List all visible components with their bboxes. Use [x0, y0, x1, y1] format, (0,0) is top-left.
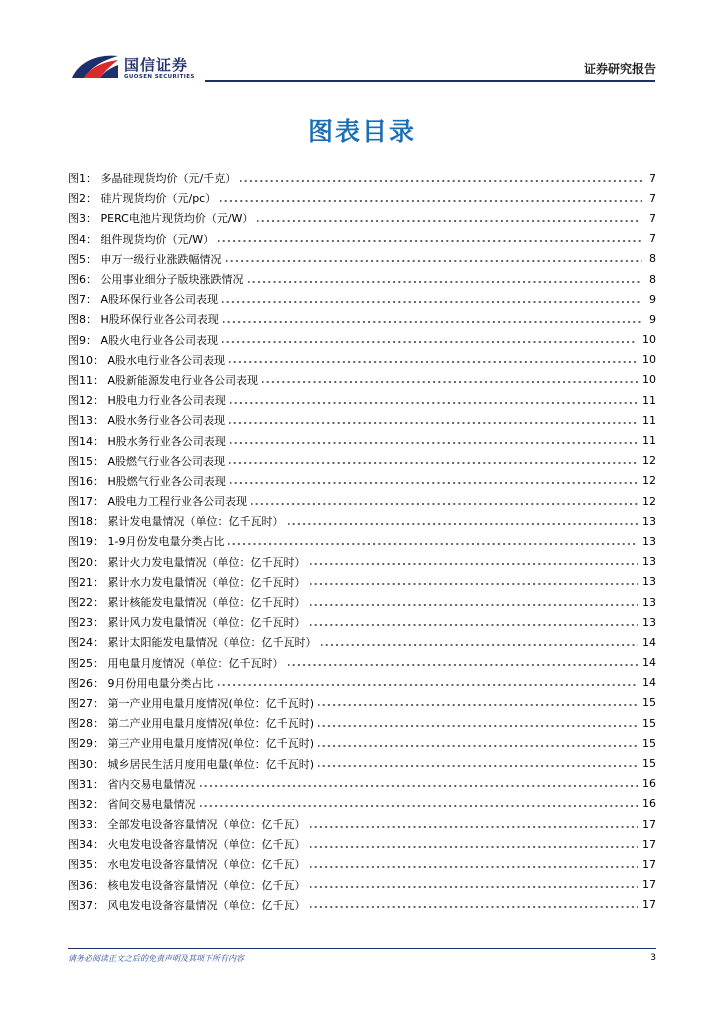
toc-dot-leader	[228, 536, 638, 547]
toc-entry-page: 17	[642, 817, 656, 831]
toc-entry-page: 14	[642, 635, 656, 649]
toc-entry-page: 9	[649, 312, 656, 326]
toc-entry-label: 图31： 省内交易电量情况	[68, 777, 196, 791]
toc-dot-leader	[321, 637, 639, 648]
toc-entry[interactable]	[68, 410, 656, 430]
toc-entry-page: 13	[642, 514, 656, 528]
toc-entry-page: 11	[642, 393, 656, 407]
toc-entry-label: 图20： 累计火力发电量情况（单位：亿千瓦时）	[68, 555, 306, 569]
toc-entry[interactable]	[68, 612, 656, 632]
toc-entry[interactable]	[68, 451, 656, 471]
toc-entry[interactable]	[68, 370, 656, 390]
toc-entry-page: 10	[642, 333, 656, 347]
toc-entry[interactable]	[68, 693, 656, 713]
toc-entry-page: 13	[642, 534, 656, 548]
toc-entry[interactable]	[68, 168, 656, 188]
toc-entry[interactable]	[68, 269, 656, 289]
toc-entry-label: 图12： H股电力行业各公司表现	[68, 394, 226, 408]
toc-entry-label: 图29： 第三产业用电量月度情况(单位：亿千瓦时)	[68, 737, 315, 751]
toc-entry-label: 图21： 累计水力发电量情况（单位：亿千瓦时）	[68, 575, 306, 589]
toc-entry[interactable]	[68, 774, 656, 794]
toc-dot-leader	[310, 556, 639, 567]
toc-entry-page: 7	[649, 232, 656, 246]
toc-entry[interactable]	[68, 895, 656, 915]
toc-entry-label: 图32： 省间交易电量情况	[68, 797, 196, 811]
toc-dot-leader	[218, 233, 642, 244]
toc-entry[interactable]	[68, 592, 656, 612]
toc-entry-page: 15	[642, 757, 656, 771]
toc-entry-page: 7	[649, 171, 656, 185]
toc-entry-page: 16	[642, 777, 656, 791]
toc-dot-leader	[230, 435, 638, 446]
toc-entry[interactable]	[68, 531, 656, 551]
toc-dot-leader	[226, 253, 643, 264]
toc-entry[interactable]	[68, 653, 656, 673]
toc-dot-leader	[240, 173, 642, 184]
toc-entry-label: 图19： 1-9月份发电量分类占比	[68, 535, 225, 549]
toc-entry-page: 17	[642, 878, 656, 892]
toc-entry[interactable]	[68, 854, 656, 874]
toc-entry[interactable]	[68, 713, 656, 733]
toc-entry-label: 图27： 第一产业用电量月度情况(单位：亿千瓦时)	[68, 696, 315, 710]
toc-entry[interactable]	[68, 632, 656, 652]
toc-dot-leader	[230, 395, 638, 406]
toc-entry-label: 图28： 第二产业用电量月度情况(单位：亿千瓦时)	[68, 717, 315, 731]
toc-dot-leader	[257, 213, 642, 224]
toc-entry[interactable]	[68, 794, 656, 814]
toc-entry-label: 图25： 用电量月度情况（单位：亿千瓦时）	[68, 656, 284, 670]
toc-entry[interactable]	[68, 350, 656, 370]
toc-entry-label: 图3： PERC电池片现货均价（元/W）	[68, 212, 254, 226]
toc-entry-page: 12	[642, 494, 656, 508]
toc-entry[interactable]	[68, 188, 656, 208]
toc-entry[interactable]	[68, 430, 656, 450]
toc-entry-page: 13	[642, 595, 656, 609]
toc-entry-label: 图37： 风电发电设备容量情况（单位：亿千瓦）	[68, 898, 306, 912]
toc-entry[interactable]	[68, 249, 656, 269]
toc-entry-page: 15	[642, 736, 656, 750]
toc-dot-leader	[318, 738, 638, 749]
toc-entry-page: 17	[642, 898, 656, 912]
toc-entry-page: 10	[642, 353, 656, 367]
report-type-label: 证券研究报告	[583, 62, 656, 76]
toc-entry[interactable]	[68, 491, 656, 511]
toc-entry-label: 图30： 城乡居民生活月度用电量(单位：亿千瓦时)	[68, 757, 315, 771]
toc-entry-page: 15	[642, 696, 656, 710]
toc-dot-leader	[229, 455, 638, 466]
toc-dot-leader	[262, 374, 638, 385]
toc-entry-label: 图23： 累计风力发电量情况（单位：亿千瓦时）	[68, 616, 306, 630]
toc-dot-leader	[200, 778, 639, 789]
toc-entry-page: 12	[642, 474, 656, 488]
toc-dot-leader	[222, 334, 638, 345]
header-divider	[205, 80, 655, 82]
logo-text-cn: 国信证券	[124, 56, 189, 74]
toc-dot-leader	[318, 758, 638, 769]
toc-dot-leader	[248, 274, 643, 285]
toc-entry-page: 12	[642, 454, 656, 468]
toc-entry[interactable]	[68, 814, 656, 834]
toc-entry[interactable]	[68, 390, 656, 410]
toc-dot-leader	[200, 798, 639, 809]
toc-entry-label: 图35： 水电发电设备容量情况（单位：亿千瓦）	[68, 858, 306, 872]
toc-entry[interactable]	[68, 673, 656, 693]
toc-entry[interactable]	[68, 753, 656, 773]
toc-dot-leader	[229, 415, 638, 426]
toc-entry-label: 图6： 公用事业细分子版块涨跌情况	[68, 273, 244, 287]
toc-dot-leader	[218, 677, 639, 688]
toc-entry-label: 图15： A股燃气行业各公司表现	[68, 454, 226, 468]
toc-entry[interactable]	[68, 229, 656, 249]
toc-dot-leader	[318, 718, 638, 729]
toc-entry-page: 8	[649, 252, 656, 266]
toc-entry[interactable]	[68, 552, 656, 572]
page-title: 图表目录	[307, 117, 416, 146]
toc-entry[interactable]	[68, 572, 656, 592]
toc-entry-label: 图1： 多晶硅现货均价（元/千克）	[68, 172, 237, 186]
toc-dot-leader	[310, 899, 639, 910]
toc-entry-page: 15	[642, 716, 656, 730]
toc-entry-page: 7	[649, 191, 656, 205]
toc-dot-leader	[251, 496, 638, 507]
toc-entry-page: 17	[642, 857, 656, 871]
toc-dot-leader	[310, 879, 639, 890]
footer-divider	[68, 948, 656, 949]
toc-entry-page: 13	[642, 615, 656, 629]
toc-dot-leader	[288, 657, 639, 668]
toc-entry-label: 图24： 累计太阳能发电量情况（单位：亿千瓦时）	[68, 636, 317, 650]
toc-entry-label: 图10： A股水电行业各公司表现	[68, 353, 226, 367]
toc-entry-page: 14	[642, 676, 656, 690]
toc-entry-label: 图33： 全部发电设备容量情况（单位：亿千瓦）	[68, 818, 306, 832]
toc-entry[interactable]	[68, 330, 656, 350]
toc-entry-label: 图17： A股电力工程行业各公司表现	[68, 495, 248, 509]
toc-dot-leader	[310, 597, 639, 608]
toc-entry-label: 图11： A股新能源发电行业各公司表现	[68, 373, 259, 387]
toc-entry-label: 图36： 核电发电设备容量情况（单位：亿千瓦）	[68, 878, 306, 892]
toc-entry-page: 13	[642, 575, 656, 589]
toc-entry-label: 图16： H股燃气行业各公司表现	[68, 474, 226, 488]
toc-entry-page: 11	[642, 413, 656, 427]
toc-dot-leader	[310, 839, 639, 850]
toc-dot-leader	[310, 859, 639, 870]
toc-entry-page: 9	[649, 292, 656, 306]
toc-dot-leader	[318, 697, 638, 708]
toc-entry-label: 图4： 组件现货均价（元/W）	[68, 232, 215, 246]
toc-entry-page: 14	[642, 656, 656, 670]
toc-entry[interactable]	[68, 471, 656, 491]
toc-entry[interactable]	[68, 875, 656, 895]
toc-dot-leader	[229, 354, 638, 365]
toc-entry-label: 图22： 累计核能发电量情况（单位：亿千瓦时）	[68, 596, 306, 610]
table-of-figures	[68, 168, 656, 915]
toc-dot-leader	[220, 193, 642, 204]
toc-entry-page: 16	[642, 797, 656, 811]
toc-entry-label: 图2： 硅片现货均价（元/pc）	[68, 192, 217, 206]
toc-entry-page: 13	[642, 555, 656, 569]
toc-entry-page: 7	[649, 211, 656, 225]
toc-entry-page: 11	[642, 434, 656, 448]
toc-entry-page: 10	[642, 373, 656, 387]
guosen-logo-mark-icon	[70, 52, 120, 82]
toc-dot-leader	[310, 617, 639, 628]
toc-dot-leader	[288, 516, 639, 527]
toc-entry-label: 图26： 9月份用电量分类占比	[68, 676, 214, 690]
guosen-logo	[70, 52, 205, 86]
toc-entry[interactable]	[68, 511, 656, 531]
toc-entry-label: 图5： 申万一级行业涨跌幅情况	[68, 252, 222, 266]
toc-entry[interactable]	[68, 834, 656, 854]
toc-entry-label: 图7： A股环保行业各公司表现	[68, 293, 219, 307]
toc-dot-leader	[310, 576, 639, 587]
toc-entry-label: 图8： H股环保行业各公司表现	[68, 313, 219, 327]
toc-entry-page: 17	[642, 837, 656, 851]
toc-entry[interactable]	[68, 309, 656, 329]
toc-entry[interactable]	[68, 208, 656, 228]
page-number: 3	[650, 953, 656, 963]
logo-text-en: GUOSEN SECURITIES	[124, 74, 195, 80]
toc-entry-label: 图9： A股火电行业各公司表现	[68, 333, 219, 347]
toc-entry-page: 8	[649, 272, 656, 286]
toc-entry[interactable]	[68, 289, 656, 309]
toc-dot-leader	[230, 475, 638, 486]
toc-entry-label: 图18： 累计发电量情况（单位：亿千瓦时）	[68, 515, 284, 529]
toc-entry[interactable]	[68, 733, 656, 753]
toc-entry-label: 图34： 火电发电设备容量情况（单位：亿千瓦）	[68, 838, 306, 852]
disclaimer-note: 请务必阅读正文之后的免责声明及其项下所有内容	[68, 954, 244, 963]
toc-dot-leader	[310, 819, 639, 830]
toc-entry-label: 图14： H股水务行业各公司表现	[68, 434, 226, 448]
toc-dot-leader	[222, 294, 642, 305]
page-header	[0, 0, 724, 90]
toc-dot-leader	[223, 314, 642, 325]
toc-entry-label: 图13： A股水务行业各公司表现	[68, 414, 226, 428]
